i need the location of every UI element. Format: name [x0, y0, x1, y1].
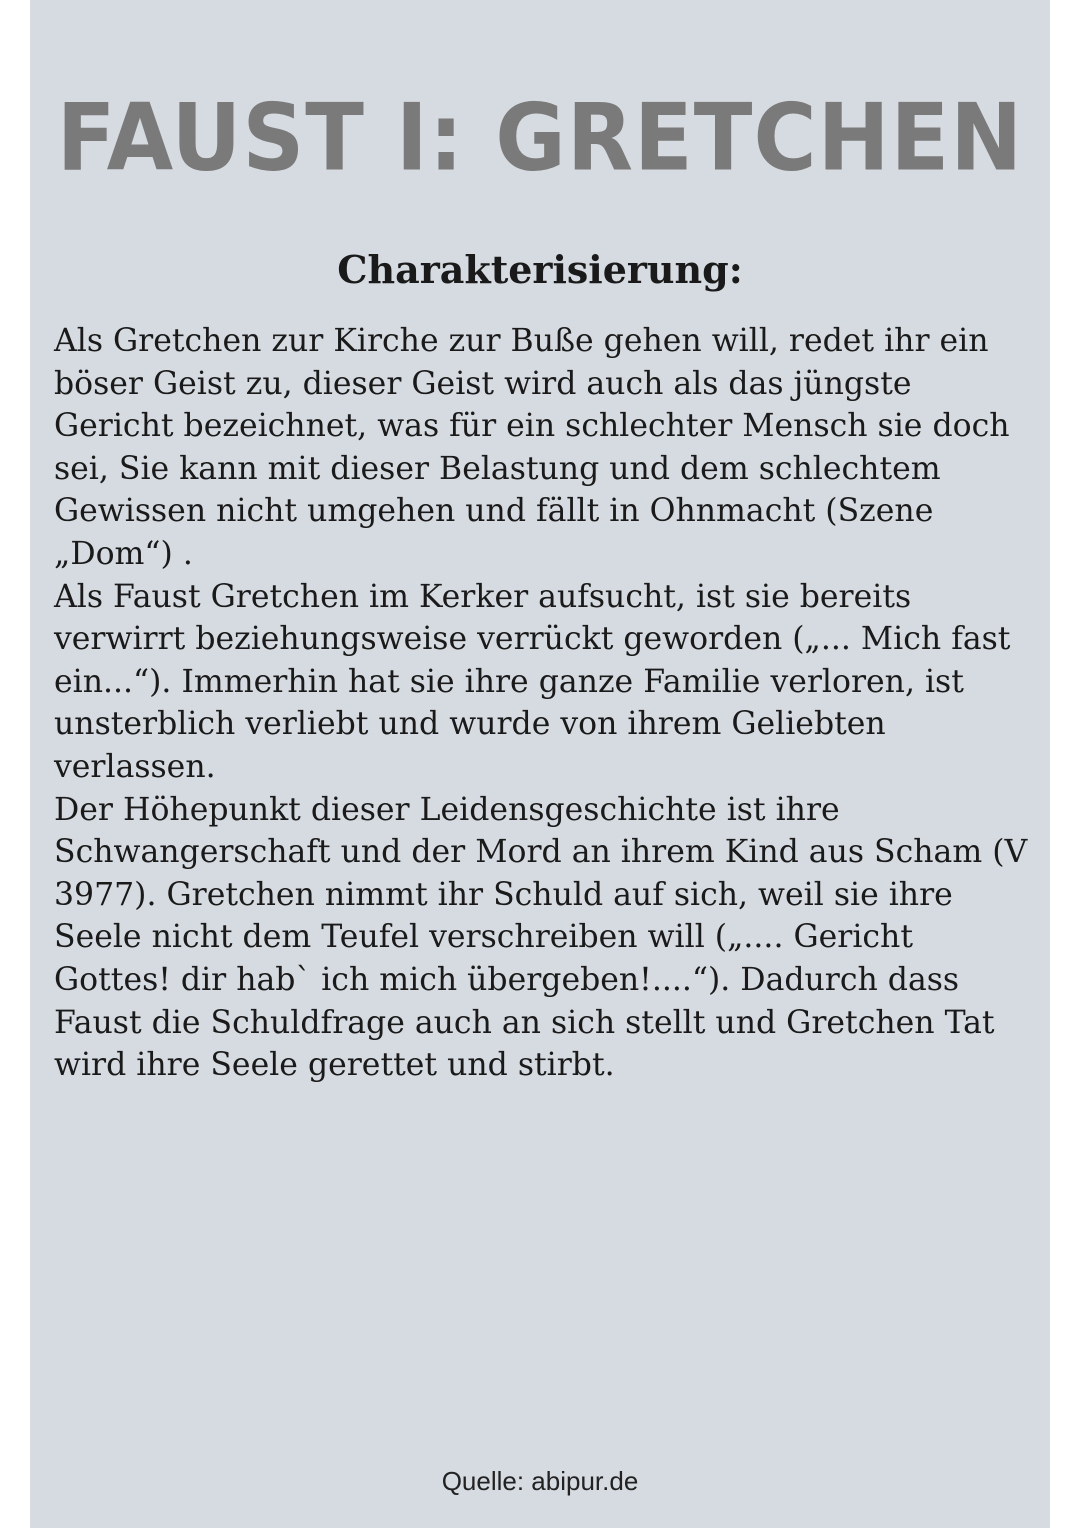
body-text — [54, 320, 1039, 1087]
paragraph-climax: Der Höhepunkt dieser Leidensgeschichte ist ihre Schwangerschaft und der Mord an ihrem Kind aus Scham (V 3977). Gretchen nimmt ihr Schuld auf sich, weil sie ihre Seele nicht dem Teufel verschreiben will („.... Gericht Gottes! dir hab` ich mich übergeben!....“). Dadurch dass Faust die Schuldfrage auch an sich stellt und Gretchen Tat wird ihre Seele gerettet und stirbt. — [54, 791, 1028, 1084]
paragraph-dom-scene: Als Gretchen zur Kirche zur Buße gehen will, redet ihr ein böser Geist zu, dieser Geist wird auch als das jüngste Gericht bezeichnet, was für ein schlechter Mensch sie doch sei, Sie kann mit dieser Belastung und dem schlechtem Gewissen nicht umgehen und fällt in Ohnmacht (Szene „Dom“) . — [54, 323, 1010, 572]
document-page — [30, 0, 1050, 1528]
section-heading: Charakterisierung: — [337, 247, 743, 292]
paragraph-kerker-scene: Als Faust Gretchen im Kerker aufsucht, ist sie bereits verwirrt beziehungsweise verrückt geworden („... Mich fast ein...“). Immerhin hat sie ihre ganze Familie verloren, ist unsterblich verliebt und wurde von ihrem Geliebten verlassen. — [54, 578, 1011, 785]
page-title: FAUST I: GRETCHEN — [56, 84, 1024, 193]
source-credit: Quelle: abipur.de — [441, 1466, 639, 1496]
